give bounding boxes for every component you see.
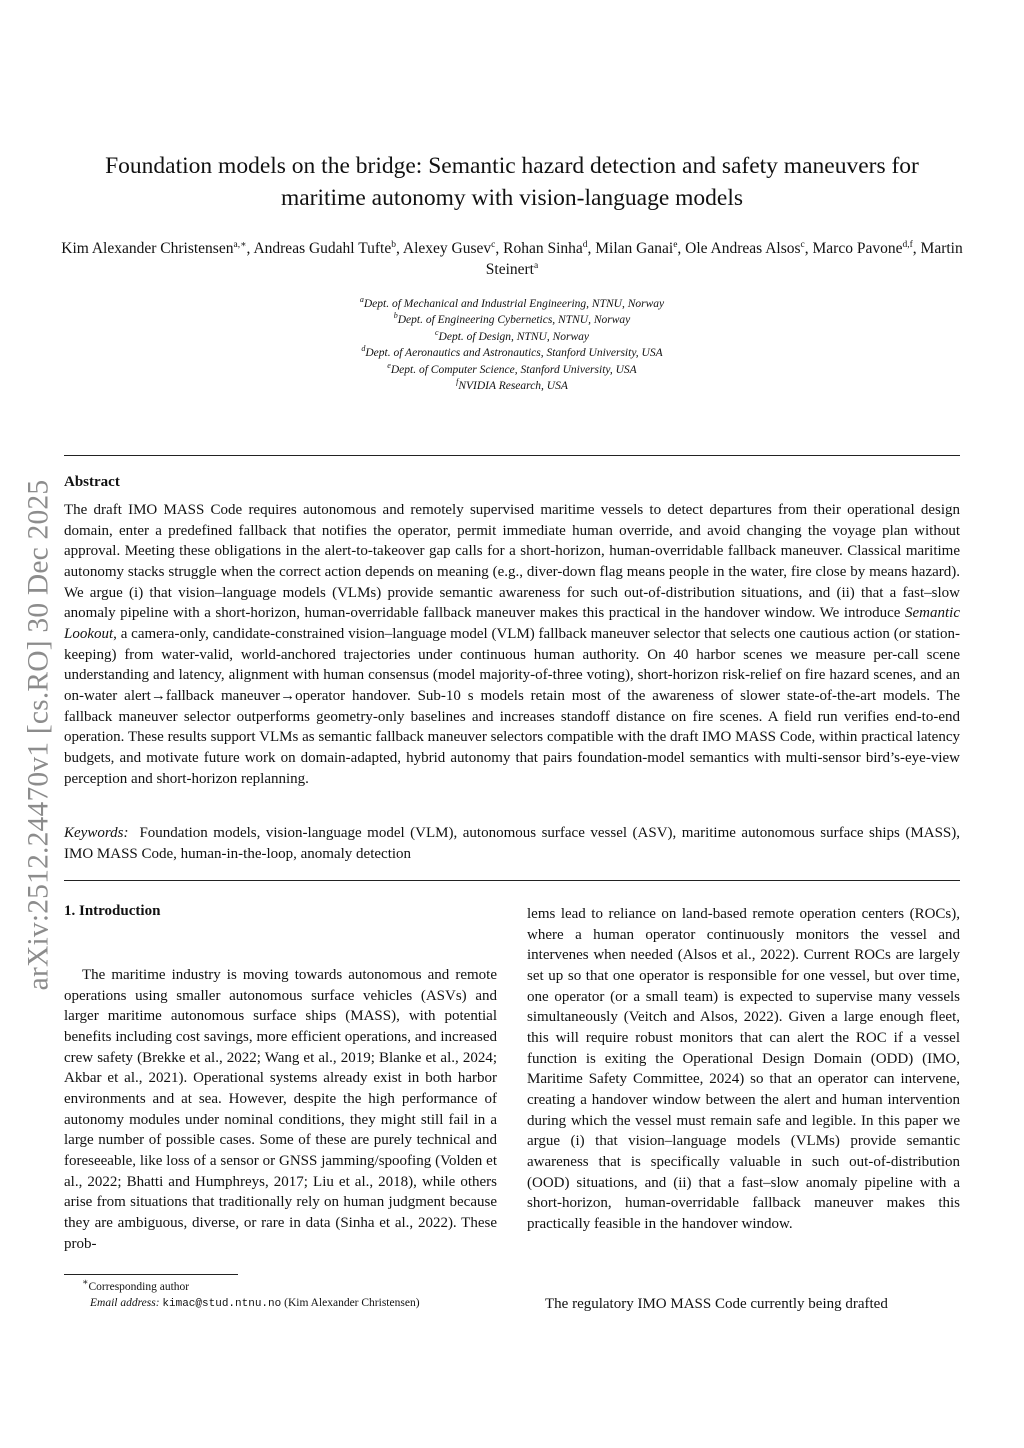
- title-line-1: Foundation models on the bridge: Semantic hazard detection and safety maneuvers for: [105, 153, 919, 179]
- footnote-rule: [64, 1274, 238, 1275]
- keywords-label: Keywords:: [64, 825, 129, 841]
- keywords-bottom-rule: [64, 880, 960, 881]
- intro-paragraph-right-2: The regulatory IMO MASS Code currently being drafted: [545, 1296, 888, 1312]
- title-line-2: maritime autonomy with vision-language models: [280, 185, 744, 211]
- affiliation: $^e$Dept. of Computer Science, Stanford University, USA: [387, 360, 637, 376]
- author: Kim Alexander Christensen$^{a,∗}$: [61, 239, 247, 257]
- affiliation: $^a$Dept. of Mechanical and Industrial Engineering, NTNU, Norway: [359, 295, 665, 310]
- section-heading-introduction: 1. Introduction: [64, 903, 161, 919]
- email-address: kimac@stud.ntnu.no: [162, 1298, 282, 1310]
- corresponding-author-note: Corresponding author: [88, 1281, 190, 1293]
- paper-title: [60, 150, 964, 214]
- author: Andreas Gudahl Tufte$^b$: [253, 239, 396, 257]
- author: Milan Ganai$^e$: [595, 239, 678, 257]
- author-list: Kim Alexander Christensen$^{a,∗}$, Andreas Gudahl Tufte$^b$, Alexey Gusev$^c$, Rohan Sinha$^d$, Milan Ganai$^e$, Ole Andreas Alsos$^c$, Marco Pavone$^{d,f}$, Martin Steinert$^a$: [61, 239, 963, 278]
- method-name: Semantic Lookout: [64, 605, 960, 642]
- author: Marco Pavone$^{d,f}$: [812, 239, 913, 257]
- affiliation: $^d$Dept. of Aeronautics and Astronautics, Stanford University, USA: [361, 344, 663, 360]
- abstract-top-rule: [64, 455, 960, 456]
- affiliation: $^f$NVIDIA Research, USA: [456, 377, 568, 393]
- author: Martin Steinert$^a$: [485, 240, 963, 278]
- arxiv-identifier: arXiv:2512.24470v1 [cs.RO] 30 Dec 2025: [22, 479, 55, 991]
- keywords-text: Foundation models, vision-language model (VLM), autonomous surface vessel (ASV), maritime autonomous surface ships (MASS), IMO MASS Code, human-in-the-loop, anomaly detection: [64, 825, 960, 862]
- keywords: [64, 823, 960, 864]
- abstract-body: The draft IMO MASS Code requires autonomous and remotely supervised maritime vessels to detect departures from their operational design domain, enter a predefined fallback that notifies the operator, permit immediate human override, and avoid changing the voyage plan without approval. Meeting these obligations in the alert-to-takeover gap calls for a short-horizon, human-overridable fallback maneuver. Classical maritime autonomy stacks struggle when the correct action depends on meaning (e.g., diver-down flag means people in the water, fire close by means hazard). We argue (i) that vision–language models (VLMs) provide semantic awareness for such out-of-distribution situations, and (ii) that a fast–slow anomaly pipeline with a short-horizon, human-overridable fallback maneuver makes this practical in the handover window. We introduce Semantic Lookout, a camera-only, candidate-constrained vision–language model (VLM) fallback maneuver selector that selects one cautious action (or station-keeping) from water-valid, world-anchored trajectories under continuous human authority. On 40 harbor scenes we measure per-call scene understanding and latency, alignment with human consensus (model majority-of-three voting), short-horizon risk-relief on fire hazard scenes, and an on-water alert→fallback maneuver→operator handover. Sub-10 s models retain most of the awareness of slower state-of-the-art models. The fallback maneuver selector outperforms geometry-only baselines and increases standoff distance on fire scenes. A field run verifies end-to-end operation. These results support VLMs as semantic fallback maneuver selectors compatible with the draft IMO MASS Code, within practical latency budgets, and motivate future work on domain-adapted, hybrid autonomy that pairs foundation-model semantics with multi-sensor bird’s-eye-view perception and short-horizon replanning.: [64, 502, 960, 787]
- affiliation: $^b$Dept. of Engineering Cybernetics, NTNU, Norway: [393, 311, 631, 327]
- footnote: ∗Corresponding author Email address: kimac@stud.ntnu.no (Kim Alexander Christensen): [82, 1277, 420, 1310]
- abstract-heading: Abstract: [64, 474, 120, 490]
- arxiv-sidebar-stamp: [8, 425, 70, 1045]
- intro-paragraph-left: The maritime industry is moving towards autonomous and remote operations using smaller autonomous surface vehicles (ASVs) and larger maritime autonomous surface ships (MASS), with potential benefits including cost savings, more efficient operations, and increased crew safety (Brekke et al., 2022; Wang et al., 2019; Blanke et al., 2024; Akbar et al., 2021). Operational systems already exist in both harbor environments and at sea. However, despite the high performance of autonomy modules under nominal conditions, they might still fail in a large number of possible cases. Some of these are purely technical and foreseeable, like loss of a sensor or GNSS jamming/spoofing (Volden et al., 2022; Bhatti and Humphreys, 2017; Liu et al., 2018), while others arise from situations that traditionally rely on human judgment because they are ambiguous, diverse, or rare in data (Sinha et al., 2022). These prob-: [64, 967, 497, 1252]
- author: Rohan Sinha$^d$: [503, 239, 588, 257]
- affiliation-list: [160, 296, 864, 394]
- author: Ole Andreas Alsos$^c$: [685, 239, 805, 257]
- intro-paragraph-right: lems lead to reliance on land-based remote operation centers (ROCs), where a human operator continuously monitors the vessel and intervenes when needed (Alsos et al., 2022). Current ROCs are largely set up so that one operator is responsible for one vessel, but over time, one operator (or a small team) is expected to supervise many vessels simultaneously (Veitch and Alsos, 2022). Given a large enough fleet, this will require robust monitors that can alert the ROC if a vessel function is exiting the Operational Design Domain (ODD) (IMO, Maritime Safety Committee, 2024) so that an operator can intervene, creating a handover window between the alert and human intervention during which the vessel must remain safe and legible. In this paper we argue (i) that vision–language models (VLMs) provide semantic awareness that is specifically valuable in such out-of-distribution (OOD) situations, and (ii) that a fast–slow anomaly pipeline with a short-horizon, human-overridable fallback maneuver makes this practically feasible in the handover window.: [527, 906, 960, 1232]
- author: Alexey Gusev$^c$: [402, 239, 496, 257]
- affiliation: $^c$Dept. of Design, NTNU, Norway: [434, 327, 590, 343]
